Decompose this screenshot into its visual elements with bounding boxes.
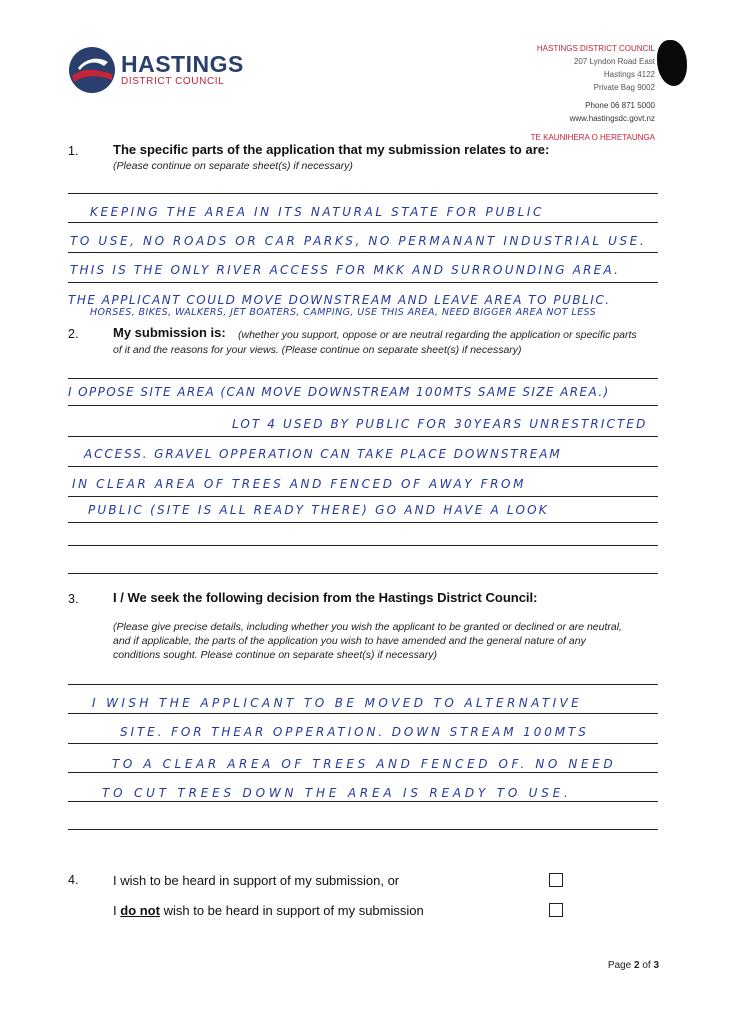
q2-answer-line[interactable]: [68, 545, 658, 546]
page-prefix: Page: [607, 960, 632, 971]
q3-handwriting-line: SITE. FOR THEAR OPPERATION. DOWN STREAM 100MTS: [120, 725, 589, 739]
q2-handwriting-line: ACCESS. GRAVEL OPPERATION CAN TAKE PLACE DOWNSTREAM: [84, 447, 562, 461]
logo-subtitle: DISTRICT COUNCIL: [121, 76, 225, 87]
q2-answer-line[interactable]: [68, 436, 658, 437]
page-of: of: [642, 960, 651, 971]
q3-handwriting-line: I WISH THE APPLICANT TO BE MOVED TO ALTERNATIVE: [92, 696, 583, 710]
q3-number: 3.: [68, 592, 79, 606]
q1-handwriting-line: TO USE, NO ROADS OR CAR PARKS, NO PERMANANT INDUSTRIAL USE.: [70, 234, 647, 248]
q1-handwriting-line: THE APPLICANT COULD MOVE DOWNSTREAM AND LEAVE AREA TO PUBLIC.: [68, 293, 611, 307]
maori-name: TE KAUNIHERA O HERETAUNGA: [530, 133, 655, 142]
q2-answer-line[interactable]: [68, 522, 658, 523]
page-current: 2: [633, 960, 640, 971]
logo-name: HASTINGS: [121, 51, 244, 77]
q1-blank-line: [68, 193, 658, 194]
q3-subheading: conditions sought. Please continue on separate sheet(s) if necessary): [113, 649, 437, 661]
q2-answer-line[interactable]: [68, 466, 658, 467]
q1-answer-line[interactable]: [68, 222, 658, 223]
q4-option-not-heard: [113, 903, 424, 918]
q1-heading: The specific parts of the application that my submission relates to are:: [113, 142, 550, 157]
q2-handwriting-line: LOT 4 USED BY PUBLIC FOR 30YEARS UNRESTRICTED: [232, 417, 648, 431]
address-line: Hastings 4122: [603, 70, 655, 79]
q3-blank-line: [68, 684, 658, 685]
q2-heading: My submission is:: [113, 325, 226, 340]
q2-number: 2.: [68, 327, 79, 341]
q3-answer-line[interactable]: [68, 829, 658, 830]
q1-handwriting-line: THIS IS THE ONLY RIVER ACCESS FOR MKK AND SURROUNDING AREA.: [70, 263, 621, 277]
website: www.hastingsdc.govt.nz: [569, 114, 655, 123]
phone-number: Phone 06 871 5000: [585, 101, 655, 110]
q2-answer-line[interactable]: [68, 405, 658, 406]
q1-handwriting-line: KEEPING THE AREA IN ITS NATURAL STATE FOR PUBLIC: [90, 205, 544, 219]
address-line: 207 Lyndon Road East: [573, 57, 655, 66]
redaction-mark: [657, 40, 687, 86]
not-heard-checkbox[interactable]: [549, 903, 563, 917]
q2-handwriting-line: PUBLIC (SITE IS ALL READY THERE) GO AND HAVE A LOOK: [88, 503, 549, 517]
q1-answer-line[interactable]: [68, 252, 658, 253]
page-number: [608, 960, 659, 971]
q4-option-not-heard-prefix: I: [113, 903, 117, 918]
q3-answer-line[interactable]: [68, 801, 658, 802]
q2-handwriting-line: I OPPOSE SITE AREA (CAN MOVE DOWNSTREAM 100MTS SAME SIZE AREA.): [68, 385, 610, 399]
q4-option-not-heard-suffix: wish to be heard in support of my submission: [163, 903, 424, 918]
q3-answer-line[interactable]: [68, 772, 658, 773]
q4-option-heard: I wish to be heard in support of my submission, or: [113, 873, 400, 888]
q2-subheading: of it and the reasons for your views. (Please continue on separate sheet(s) if necessary): [113, 344, 522, 356]
q3-handwriting-line: TO A CLEAR AREA OF TREES AND FENCED OF. NO NEED: [112, 757, 617, 771]
q1-handwriting-line: HORSES, BIKES, WALKERS, JET BOATERS, CAMPING, USE THIS AREA, NEED BIGGER AREA NOT LESS: [90, 307, 597, 318]
address-line: Private Bag 9002: [593, 83, 655, 92]
q3-heading: I / We seek the following decision from the Hastings District Council:: [113, 590, 538, 605]
q1-subheading: (Please continue on separate sheet(s) if necessary): [113, 160, 353, 172]
heard-checkbox[interactable]: [549, 873, 563, 887]
q4-number: 4.: [68, 873, 79, 887]
address-title: HASTINGS DISTRICT COUNCIL: [536, 44, 655, 53]
q3-handwriting-line: TO CUT TREES DOWN THE AREA IS READY TO USE.: [102, 786, 572, 800]
q2-handwriting-line: IN CLEAR AREA OF TREES AND FENCED OF AWAY FROM: [72, 477, 527, 491]
q2-blank-line: [68, 378, 658, 379]
q2-answer-line[interactable]: [68, 496, 658, 497]
q3-subheading: (Please give precise details, including whether you wish the applicant to be granted or declined or are neutral,: [113, 621, 622, 633]
q2-answer-line[interactable]: [68, 573, 658, 574]
council-logo-icon: [68, 46, 116, 94]
q3-subheading: and if applicable, the parts of the application you wish to have amended and the general nature of any: [113, 635, 586, 647]
q3-answer-line[interactable]: [68, 743, 658, 744]
page-total: 3: [653, 960, 659, 971]
q1-answer-line[interactable]: [68, 282, 658, 283]
q2-subheading: (whether you support, oppose or are neutral regarding the application or specific parts: [238, 329, 637, 341]
q3-answer-line[interactable]: [68, 713, 658, 714]
q4-option-not-heard-emphasis: do not: [120, 903, 160, 918]
q1-number: 1.: [68, 144, 79, 158]
